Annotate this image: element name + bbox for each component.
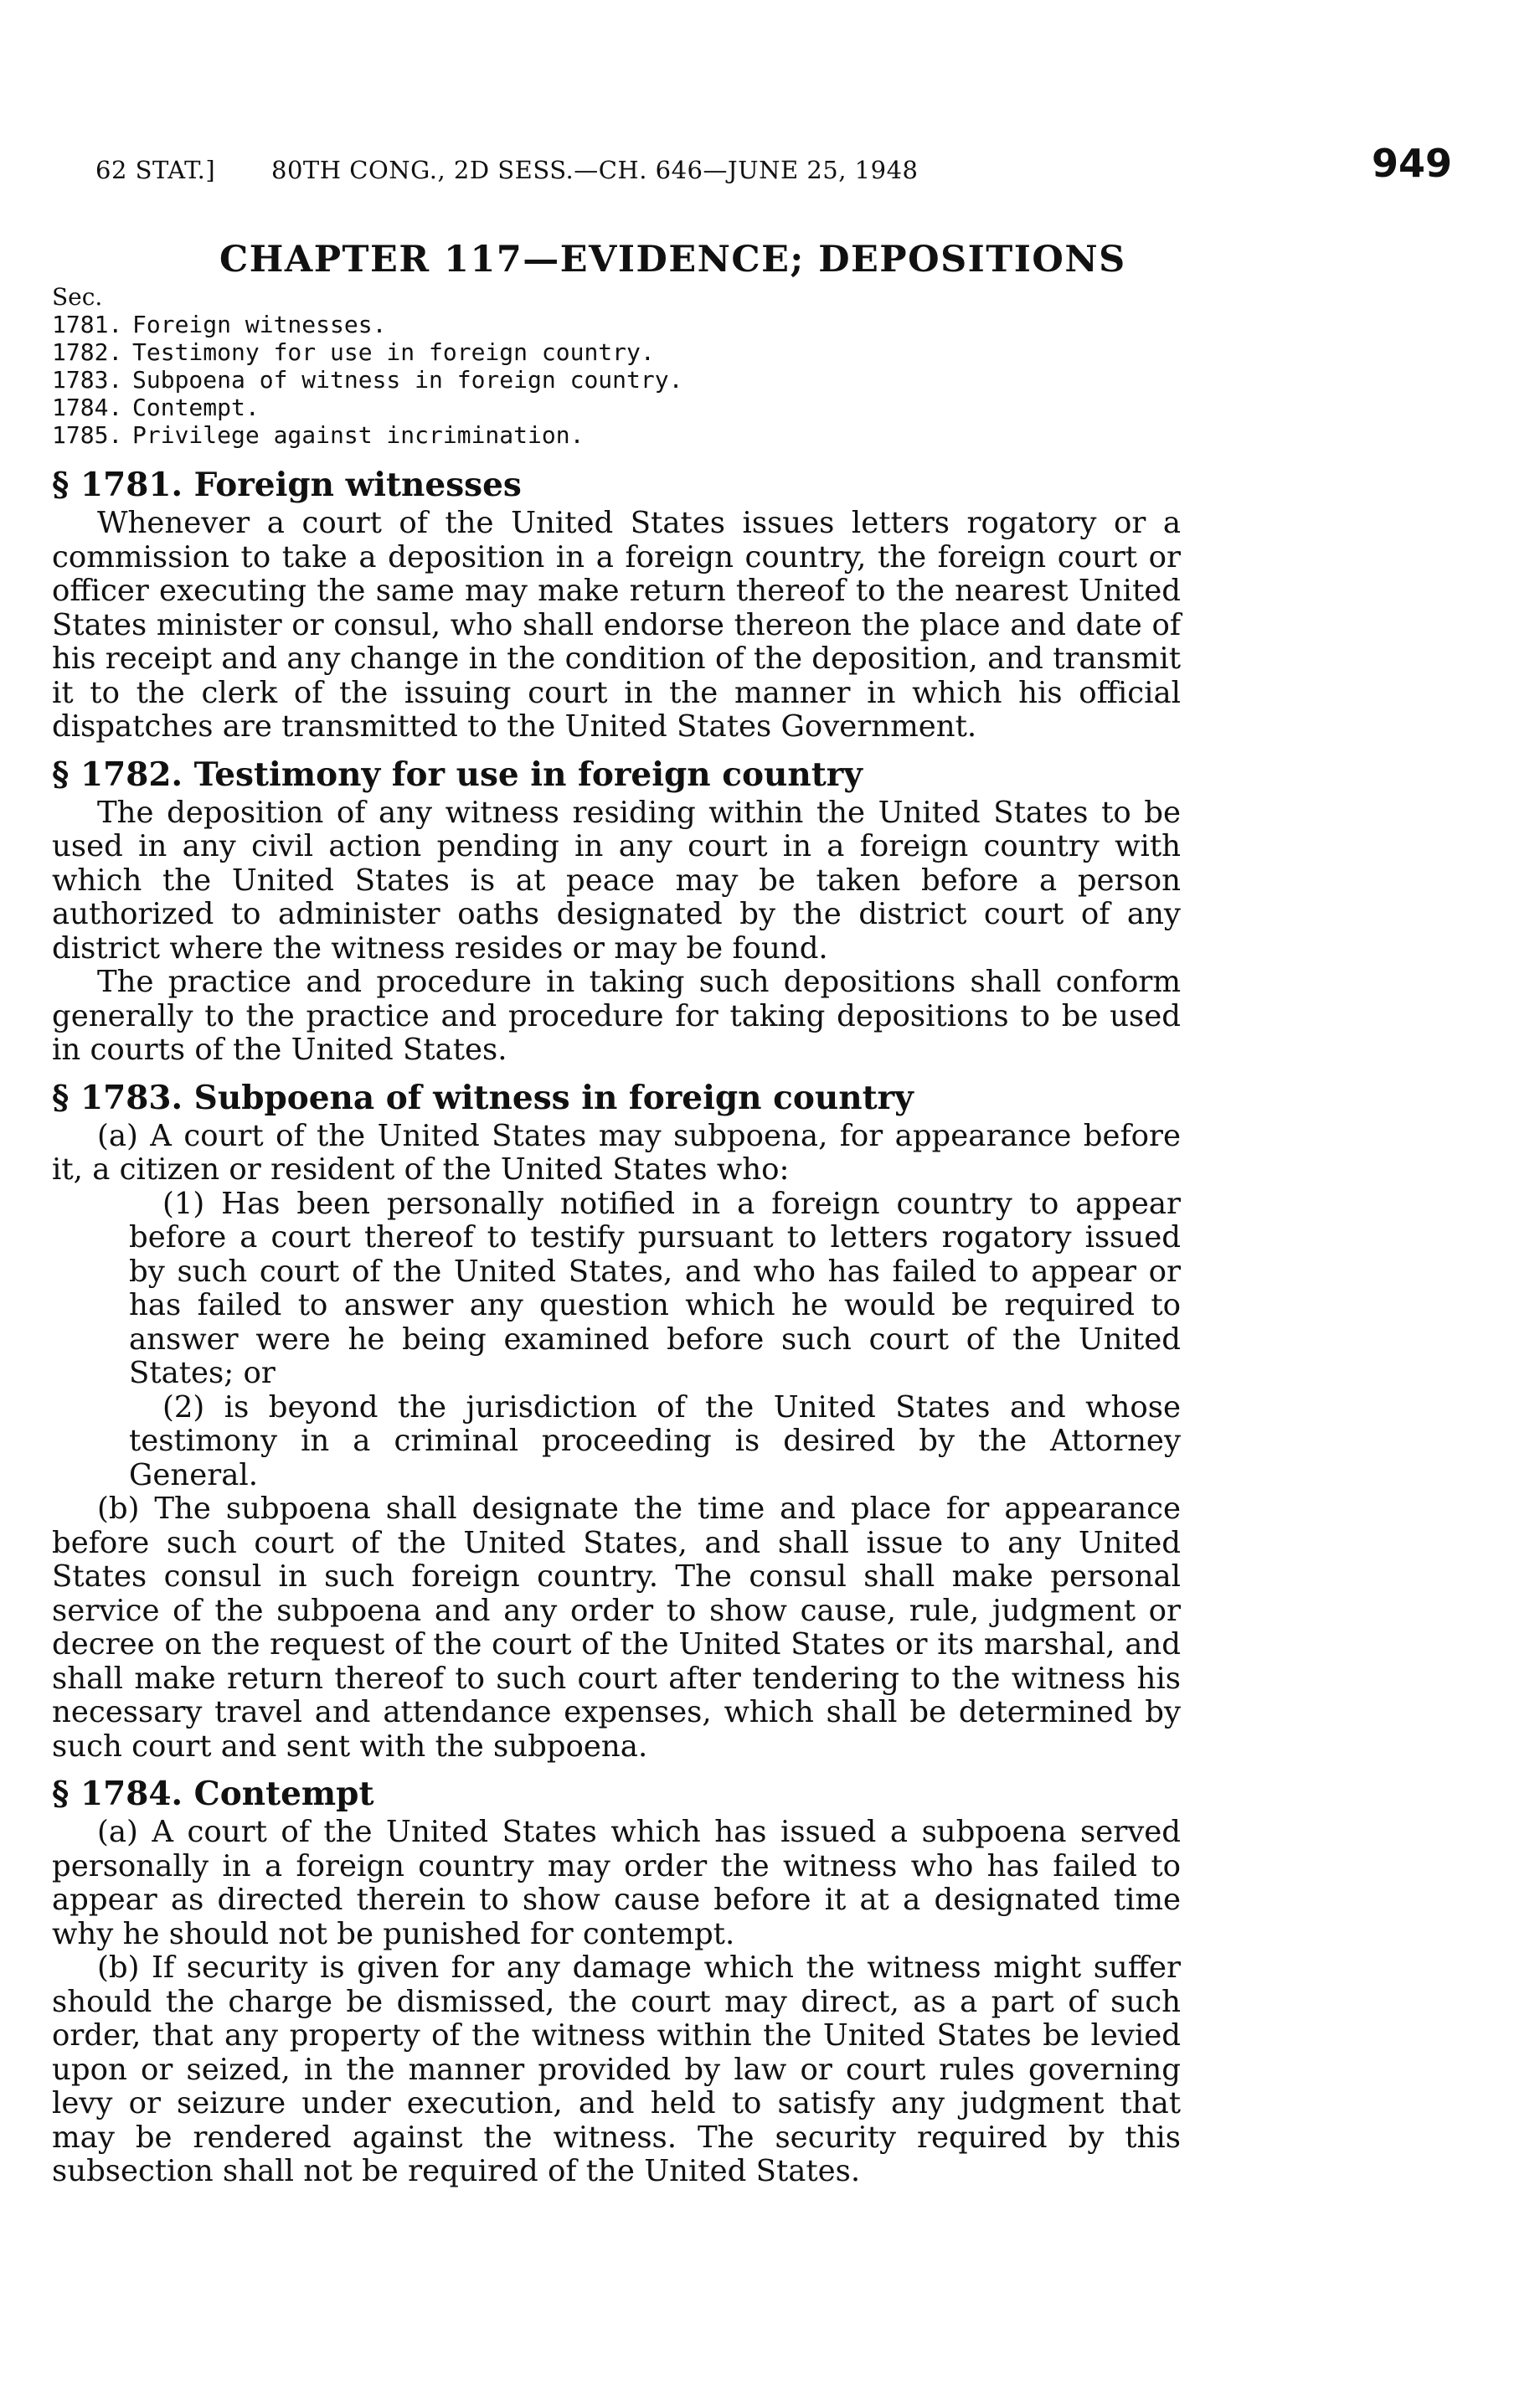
toc-number: 1785. [52, 421, 123, 449]
session-line: 80TH CONG., 2D SESS.—CH. 646—JUNE 25, 1948 [271, 156, 919, 184]
stat-reference: 62 STAT.] [95, 156, 216, 184]
toc-title: Testimony for use in foreign country. [132, 338, 655, 366]
section-1784 [52, 1774, 1181, 2189]
toc-number: 1781. [52, 311, 123, 338]
clause-2: (2) is beyond the jurisdiction of the United States and whose testimony in a criminal proceeding is desired by the Attorney General. [129, 1389, 1181, 1492]
toc-row [52, 311, 682, 338]
toc-row [52, 394, 682, 421]
toc-heading: Sec. [52, 283, 103, 311]
chapter-title: CHAPTER 117—EVIDENCE; DEPOSITIONS [219, 239, 1126, 281]
section-1781 [52, 465, 1181, 745]
statute-body [52, 465, 1181, 2199]
section-heading: § 1782. Testimony for use in foreign country [52, 755, 863, 794]
clause-1: (1) Has been personally notified in a foreign country to appear before a court thereof to testify pursuant to letters rogatory issued by such court of the United States, and who has failed to appear or has failed to answer any question which he would be required to answer were he being examined before such court of the United States; or [129, 1186, 1181, 1390]
subsection-a: (a) A court of the United States may subpoena, for appearance before it, a citizen or resident of the United States who: [52, 1118, 1181, 1187]
page-number: 949 [1371, 141, 1452, 186]
section-1783 [52, 1078, 1181, 1765]
toc-number: 1783. [52, 366, 123, 394]
subsection-a: (a) A court of the United States which has issued a subpoena served personally in a foreign country may order the witness who has failed to appear as directed therein to show cause before it at a designated time why he should not be punished for contempt. [52, 1815, 1181, 1951]
toc-row [52, 366, 682, 394]
section-paragraph: The deposition of any witness residing within the United States to be used in any civil action pending in any court in a foreign country with which the United States is at peace may be taken before a person authorized to administer oaths designated by the district court of any district where the witness resides or may be found. [52, 795, 1181, 966]
toc-number: 1782. [52, 338, 123, 366]
section-heading: § 1783. Subpoena of witness in foreign country [52, 1078, 914, 1117]
section-paragraph: Whenever a court of the United States issues letters rogatory or a commission to take a deposition in a foreign country, the foreign court or officer executing the same may make return thereof to the nearest United States minister or consul, who shall endorse thereon the place and date of his receipt and any change in the condition of the deposition, and transmit it to the clerk of the issuing court in the manner in which his official dispatches are transmitted to the United States Government. [52, 506, 1181, 744]
section-paragraph: The practice and procedure in taking such depositions shall conform generally to the practice and procedure for taking depositions to be used in courts of the United States. [52, 965, 1181, 1067]
toc-title: Subpoena of witness in foreign country. [132, 366, 683, 394]
toc-number: 1784. [52, 394, 123, 421]
section-1782 [52, 755, 1181, 1068]
running-head [95, 141, 1452, 208]
toc-title: Privilege against incrimination. [132, 421, 585, 449]
toc-row [52, 338, 682, 366]
toc-title: Contempt. [132, 394, 260, 421]
subsection-b: (b) The subpoena shall designate the time and place for appearance before such court of the United States, and shall issue to any United States consul in such foreign country. The consul shall make personal service of the subpoena and any order to show cause, rule, judgment or decree on the request of the court of the United States or its marshal, and shall make return thereof to such court after tendering to the witness his necessary travel and attendance expenses, which shall be determined by such court and sent with the subpoena. [52, 1492, 1181, 1764]
section-table-of-contents [52, 283, 682, 449]
subsection-b: (b) If security is given for any damage which the witness might suffer should the charge be dismissed, the court may direct, as a part of such order, that any property of the witness within the United States be levied upon or seized, in the manner provided by law or court rules governing levy or seizure under execution, and held to satisfy any judgment that may be rendered against the witness. The security required by this subsection shall not be required of the United States. [52, 1950, 1181, 2188]
section-heading: § 1784. Contempt [52, 1775, 374, 1813]
toc-row [52, 421, 682, 449]
toc-title: Foreign witnesses. [132, 311, 387, 338]
section-heading: § 1781. Foreign witnesses [52, 466, 522, 504]
